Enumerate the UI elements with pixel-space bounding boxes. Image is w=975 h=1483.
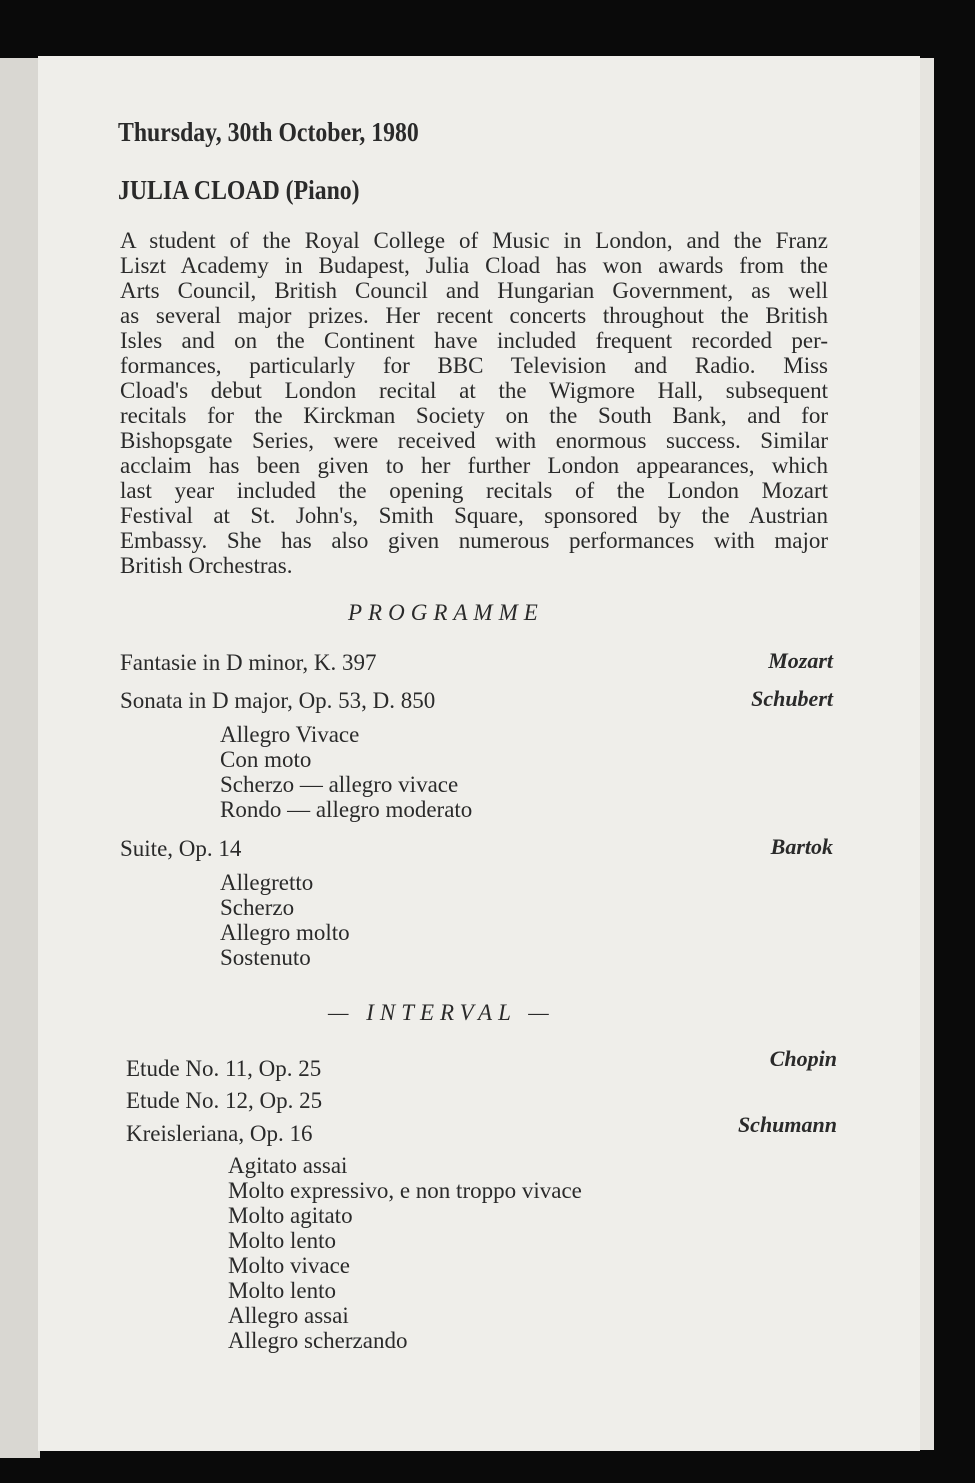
bio-line: Embassy. She has also given numerous performances with major [120, 528, 828, 553]
work-title: Kreisleriana, Op. 16 [126, 1121, 313, 1146]
composer: Bartok [770, 834, 833, 859]
movement: Molto expressivo, e non troppo vivace [228, 1178, 582, 1203]
movement: Con moto [220, 747, 312, 772]
movement: Scherzo — allegro vivace [220, 772, 459, 797]
programme-heading: PROGRAMME [348, 600, 544, 625]
movement: Molto vivace [228, 1253, 350, 1278]
performer-heading: JULIA CLOAD (Piano) [118, 175, 360, 205]
movement: Sostenuto [220, 945, 311, 970]
movement: Molto lento [228, 1278, 336, 1303]
bio-line: formances, particularly for BBC Television and Radio. Miss [120, 353, 828, 378]
bio-line: Liszt Academy in Budapest, Julia Cload has won awards from the [120, 253, 828, 278]
work-title: Fantasie in D minor, K. 397 [120, 650, 377, 675]
work-title: Etude No. 11, Op. 25 [126, 1056, 322, 1081]
work-title: Suite, Op. 14 [120, 836, 242, 861]
bio-line: Festival at St. John's, Smith Square, sponsored by the Austrian [120, 503, 828, 528]
composer: Schubert [751, 686, 833, 711]
movement: Allegro scherzando [228, 1328, 408, 1353]
movement: Allegretto [220, 870, 314, 895]
composer: Schumann [737, 1112, 837, 1137]
movement: Allegro molto [220, 920, 350, 945]
bio-line: Arts Council, British Council and Hungarian Government, as well [120, 278, 828, 303]
bio-line: Cload's debut London recital at the Wigmore Hall, subsequent [120, 378, 828, 403]
movement: Molto lento [228, 1228, 336, 1253]
movement: Molto agitato [228, 1203, 353, 1228]
concert-date: Thursday, 30th October, 1980 [118, 117, 419, 147]
bio-line: Bishopsgate Series, were received with enormous success. Similar [120, 428, 828, 453]
movement: Scherzo [220, 895, 295, 920]
movement: Allegro Vivace [220, 722, 360, 747]
right-page-edge [918, 58, 934, 1450]
movement: Allegro assai [228, 1303, 349, 1328]
composer: Mozart [768, 648, 833, 673]
movement: Agitato assai [228, 1153, 348, 1178]
bio-line: British Orchestras. [120, 553, 293, 578]
bio-line: last year included the opening recitals of the London Mozart [120, 478, 828, 503]
bio-line: Isles and on the Continent have included frequent recorded per- [120, 328, 828, 353]
bio-line: A student of the Royal College of Music in London, and the Franz [120, 228, 828, 253]
bio-line: recitals for the Kirckman Society on the South Bank, and for [120, 403, 828, 428]
left-page-edge [0, 58, 40, 1458]
interval-heading: — INTERVAL — [328, 1000, 555, 1025]
composer: Chopin [769, 1046, 837, 1071]
work-title: Sonata in D major, Op. 53, D. 850 [120, 688, 436, 713]
movement: Rondo — allegro moderato [220, 797, 473, 822]
bio-line: acclaim has been given to her further London appearances, which [120, 453, 828, 478]
work-title: Etude No. 12, Op. 25 [126, 1088, 323, 1113]
bio-line: as several major prizes. Her recent concerts throughout the British [120, 303, 828, 328]
